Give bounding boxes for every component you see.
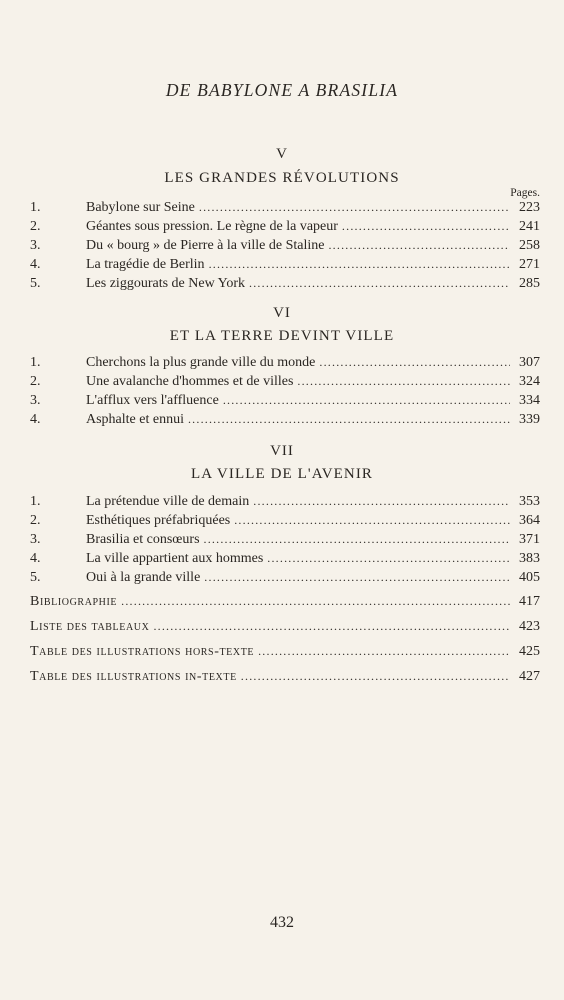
back-matter-entry (30, 619, 540, 638)
entry-number: 3. (30, 532, 41, 547)
entry-page: 334 (519, 393, 540, 408)
section-title: LA VILLE DE L'AVENIR (190, 466, 374, 482)
entry-number: 5. (30, 276, 41, 291)
section-number: V (276, 146, 288, 162)
dot-leader (319, 355, 510, 370)
entry-number: 5. (30, 570, 41, 585)
entry-page: 364 (519, 513, 540, 528)
dot-leader (204, 570, 510, 585)
entry-number: 3. (30, 238, 41, 253)
dot-leader (258, 644, 510, 659)
entry-page: 425 (519, 644, 540, 659)
section-title: ET LA TERRE DEVINT VILLE (169, 328, 395, 344)
toc-entry (30, 412, 540, 431)
entry-number: 2. (30, 219, 41, 234)
toc-entry (30, 532, 540, 551)
entry-title: L'afflux vers l'affluence (86, 393, 219, 408)
page-number: 432 (270, 914, 294, 931)
entry-page: 427 (519, 669, 540, 684)
entry-title: La tragédie de Berlin (86, 257, 205, 272)
entry-number: 4. (30, 257, 41, 272)
entry-page: 339 (519, 412, 540, 427)
toc-entry (30, 200, 540, 219)
dot-leader (297, 374, 510, 389)
entry-page: 383 (519, 551, 540, 566)
toc-entry (30, 355, 540, 374)
entry-title: Oui à la grande ville (86, 570, 201, 585)
entry-title: Du « bourg » de Pierre à la ville de Staline (86, 238, 325, 253)
back-matter-entry (30, 669, 540, 688)
entry-title: Esthétiques préfabriquées (86, 513, 231, 528)
pages-column-label: Pages. (510, 187, 540, 199)
entry-title: Bibliographie (30, 594, 118, 609)
dot-leader (234, 513, 510, 528)
dot-leader (204, 532, 510, 547)
dot-leader (153, 619, 510, 634)
section-number: VII (270, 443, 294, 459)
back-matter-entry (30, 644, 540, 663)
entry-title: La ville appartient aux hommes (86, 551, 264, 566)
toc-entry (30, 276, 540, 295)
entry-title: Cherchons la plus grande ville du monde (86, 355, 316, 370)
entry-page: 307 (519, 355, 540, 370)
entry-page: 285 (519, 276, 540, 291)
entry-page: 423 (519, 619, 540, 634)
dot-leader (223, 393, 510, 408)
entry-title: Les ziggourats de New York (86, 276, 246, 291)
entry-page: 371 (519, 532, 540, 547)
entry-number: 4. (30, 551, 41, 566)
entry-number: 2. (30, 513, 41, 528)
dot-leader (241, 669, 510, 684)
entry-title: Babylone sur Seine (86, 200, 195, 215)
dot-leader (209, 257, 510, 272)
entry-title: Liste des tableaux (30, 619, 150, 634)
toc-entry (30, 393, 540, 412)
entry-title: Table des illustrations hors-texte (30, 644, 255, 659)
entry-page: 258 (519, 238, 540, 253)
toc-entry (30, 570, 540, 589)
dot-leader (328, 238, 510, 253)
dot-leader (199, 200, 510, 215)
entry-title: Brasilia et consœurs (86, 532, 200, 547)
entry-number: 2. (30, 374, 41, 389)
entry-page: 417 (519, 594, 540, 609)
section-number: VI (273, 305, 291, 321)
toc-entry (30, 219, 540, 238)
running-title: DE BABYLONE A BRASILIA (165, 80, 399, 100)
entry-title: Géantes sous pression. Le règne de la vapeur (86, 219, 338, 234)
entry-page: 241 (519, 219, 540, 234)
dot-leader (342, 219, 510, 234)
toc-entry (30, 374, 540, 393)
entry-number: 4. (30, 412, 41, 427)
dot-leader (121, 594, 510, 609)
toc-entry (30, 551, 540, 570)
entry-title: La prétendue ville de demain (86, 494, 250, 509)
back-matter-entry (30, 594, 540, 613)
entry-page: 405 (519, 570, 540, 585)
toc-entry (30, 494, 540, 513)
entry-page: 324 (519, 374, 540, 389)
dot-leader (267, 551, 510, 566)
entry-number: 1. (30, 494, 41, 509)
dot-leader (249, 276, 510, 291)
entry-page: 223 (519, 200, 540, 215)
entry-title: Une avalanche d'hommes et de villes (86, 374, 294, 389)
section-title: LES GRANDES RÉVOLUTIONS (164, 170, 400, 186)
toc-entry (30, 238, 540, 257)
entry-page: 271 (519, 257, 540, 272)
dot-leader (253, 494, 510, 509)
entry-page: 353 (519, 494, 540, 509)
toc-entry (30, 513, 540, 532)
entry-number: 3. (30, 393, 41, 408)
toc-entry (30, 257, 540, 276)
entry-number: 1. (30, 200, 41, 215)
entry-title: Table des illustrations in-texte (30, 669, 237, 684)
entry-title: Asphalte et ennui (86, 412, 184, 427)
entry-number: 1. (30, 355, 41, 370)
dot-leader (188, 412, 510, 427)
